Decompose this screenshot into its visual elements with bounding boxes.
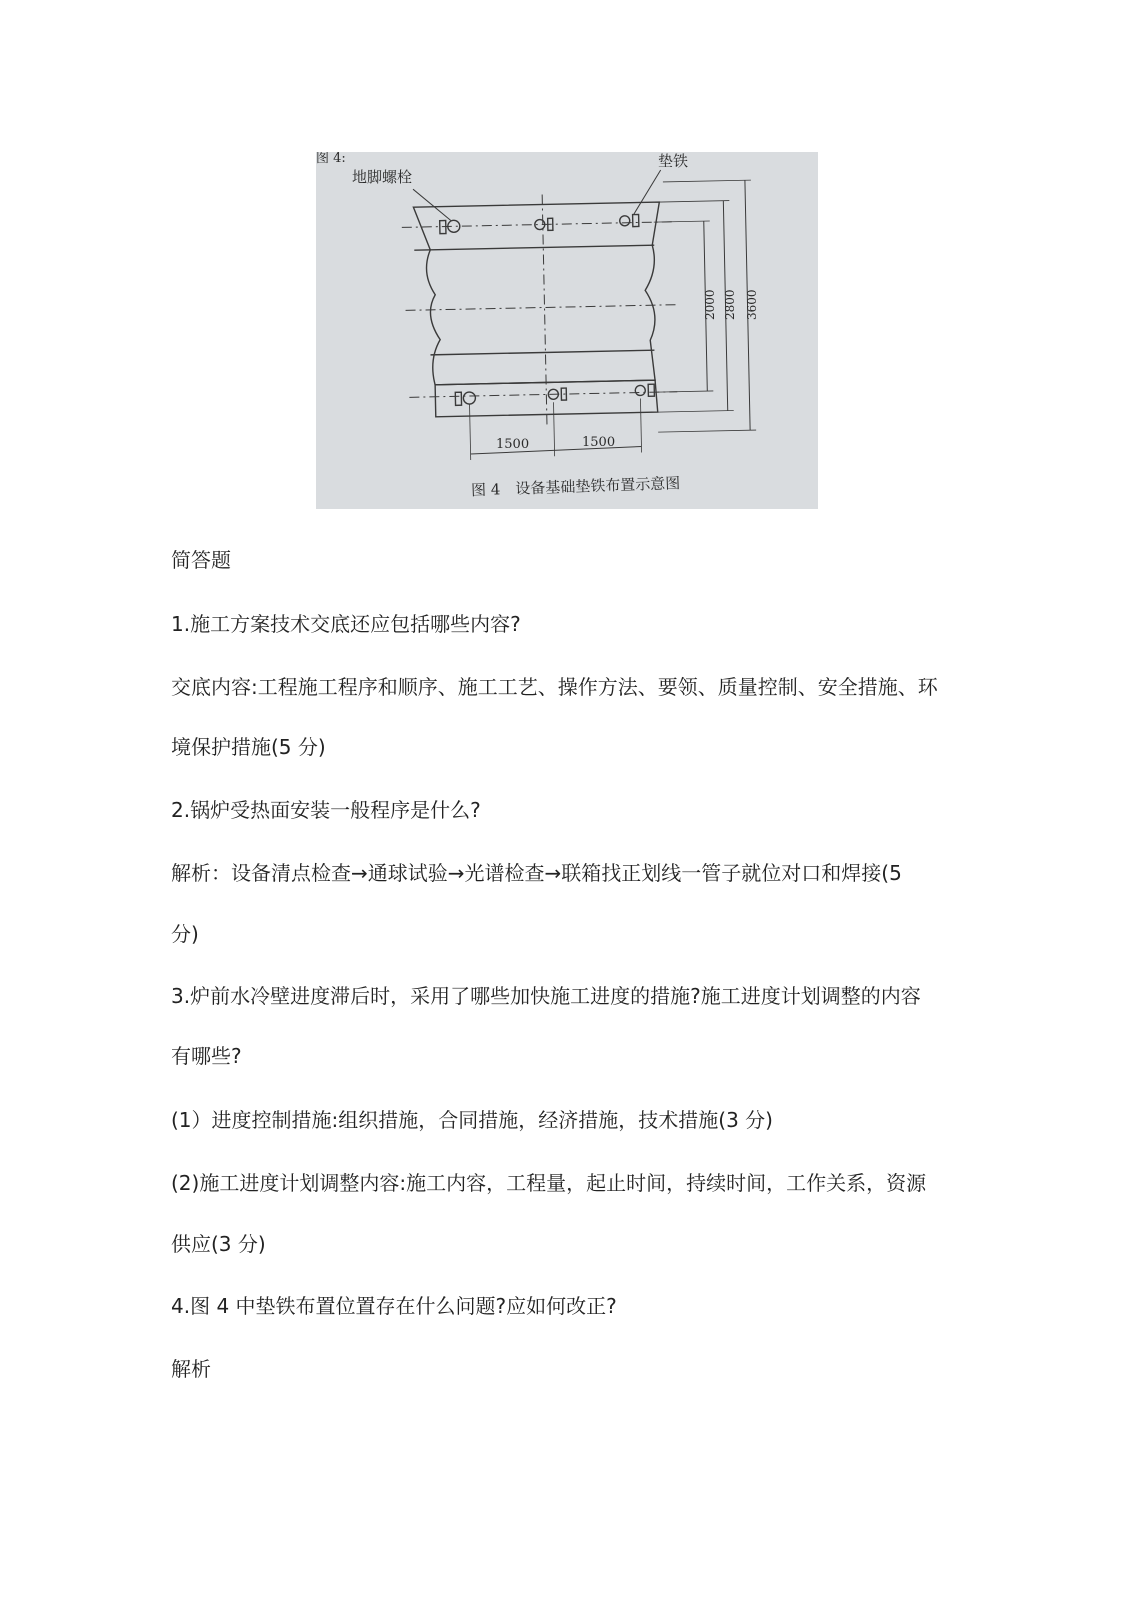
lower-band-line <box>430 350 654 355</box>
figure-header-fragment: 图 4: <box>316 152 346 166</box>
shim-top-right <box>633 214 639 226</box>
answer-3-part-1: (1）进度控制措施:组织措施，合同措施，经济措施，技术措施(3 分) <box>171 1108 773 1132</box>
label-shim: 垫铁 <box>658 152 689 170</box>
upper-band-line <box>414 245 654 250</box>
label-anchor-bolt: 地脚螺栓 <box>352 168 413 186</box>
dim-1500-left-label: 1500 <box>496 437 530 452</box>
foundation-diagram <box>316 152 818 509</box>
section-title: 简答题 <box>171 548 231 572</box>
center-line-v <box>542 194 547 427</box>
dim-3600-label: 3600 <box>745 289 759 320</box>
answer-4-label: 解析 <box>171 1357 211 1381</box>
answer-2-line-2: 分) <box>171 922 199 946</box>
bolt-top-right <box>620 216 630 226</box>
figure-caption: 图 4 设备基础垫铁布置示意图 <box>470 474 681 500</box>
dim-2000-label: 2000 <box>703 289 717 320</box>
bolt-bottom-right <box>635 385 645 395</box>
question-3-line-1: 3.炉前水冷壁进度滞后时，采用了哪些加快施工进度的措施?施工进度计划调整的内容 <box>171 984 921 1008</box>
question-4: 4.图 4 中垫铁布置位置存在什么问题?应如何改正? <box>171 1294 617 1318</box>
shim-bottom-right <box>648 384 654 396</box>
bolt-bottom-left <box>463 392 475 404</box>
question-2: 2.锅炉受热面安装一般程序是什么? <box>171 798 481 822</box>
answer-1-line-1: 交底内容:工程施工程序和顺序、施工工艺、操作方法、要领、质量控制、安全措施、环 <box>171 675 938 699</box>
answer-3-part-2-line-1: (2)施工进度计划调整内容:施工内容，工程量，起止时间，持续时间，工作关系，资源 <box>171 1171 927 1195</box>
question-1: 1.施工方案技术交底还应包括哪些内容? <box>171 612 521 636</box>
answer-2-line-1: 解析：设备清点检查→通球试验→光谱检查→联箱找正划线一管子就位对口和焊接(5 <box>171 861 902 885</box>
dim-1500-right-label: 1500 <box>582 435 616 450</box>
answer-1-line-2: 境保护措施(5 分) <box>171 735 326 759</box>
center-line-h-mid <box>406 305 676 311</box>
shim-bottom-left <box>455 392 461 405</box>
shim-leader <box>633 170 662 215</box>
answer-3-part-2-line-2: 供应(3 分) <box>171 1232 266 1256</box>
shim-top-left <box>440 221 446 234</box>
foundation-shim-layout-figure <box>316 152 818 509</box>
question-3-line-2: 有哪些? <box>171 1044 242 1068</box>
bolt-leader <box>413 188 451 221</box>
dim-2800-label: 2800 <box>723 289 737 320</box>
